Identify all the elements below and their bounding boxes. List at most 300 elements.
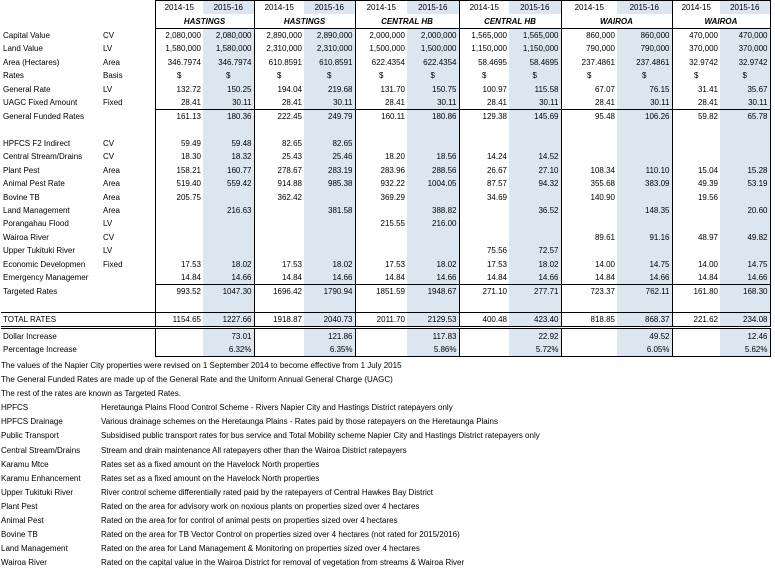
row-label: Central Stream/Drains [3, 152, 83, 162]
note-text: Rates set as a fixed amount on the Havelock North properties [101, 473, 320, 483]
table-cell: 370,000 [689, 44, 718, 54]
table-cell [203, 299, 254, 313]
table-cell: 131.70 [380, 84, 405, 94]
table-cell: 121.86 [304, 328, 355, 343]
table-cell [304, 244, 355, 257]
note-text: Heretaunga Plains Flood Control Scheme - Rivers Napier City and Hastings District ratepayers only [101, 403, 453, 413]
table-cell: 32.9742 [720, 56, 770, 69]
table-cell: 346.7974 [203, 56, 254, 69]
table-cell: 17.53 [155, 257, 203, 270]
table-cell [355, 343, 407, 357]
table-cell: 14.84 [155, 271, 203, 285]
row-label: Bovine TB [3, 192, 40, 202]
table-row [1, 257, 770, 270]
table-cell: 2,000,000 [369, 30, 405, 40]
table-cell [459, 217, 509, 230]
rates-table [1, 0, 771, 357]
table-cell: 1918.87 [254, 312, 304, 327]
table-cell: 28.41 [384, 97, 405, 107]
table-cell [617, 217, 672, 230]
table-cell: 32.9742 [689, 57, 718, 67]
table-cell: 1,565,000 [471, 30, 507, 40]
table-cell: 58.4695 [509, 56, 561, 69]
note-line [1, 415, 771, 429]
table-cell: $ [407, 69, 459, 82]
table-cell [672, 328, 720, 343]
table-cell [203, 190, 254, 203]
note-term: Plant Pest [1, 501, 38, 511]
group-header: WAIROA [561, 14, 672, 28]
table-cell: 30.11 [617, 96, 672, 110]
table-cell: 30.11 [720, 96, 770, 110]
table-cell: 108.34 [590, 165, 615, 175]
table-cell: 19.56 [697, 192, 718, 202]
note-term: Upper Tukituki River [1, 487, 74, 497]
table-cell: 30.11 [304, 96, 355, 110]
table-cell [355, 244, 407, 257]
table-cell [459, 328, 509, 343]
row-basis: Area [103, 179, 120, 189]
row-label: Land Value [3, 44, 43, 54]
year-header: 2014-15 [254, 1, 304, 15]
row-basis: LV [103, 84, 113, 94]
table-row [1, 137, 770, 150]
table-cell [407, 244, 459, 257]
table-cell [561, 217, 617, 230]
table-cell [720, 137, 770, 150]
row-basis: Area [103, 206, 120, 216]
note-term: Wairoa River [1, 558, 47, 568]
row-label: Land Management [3, 206, 70, 216]
table-cell [720, 217, 770, 230]
table-cell: 1,150,000 [471, 44, 507, 54]
table-cell: 106.26 [617, 110, 672, 124]
table-cell [459, 343, 509, 357]
table-cell: 622.4354 [407, 56, 459, 69]
table-cell [254, 217, 304, 230]
note-text: Rated on the capital value in the Wairoa District for removal of vegetation from streams & Wairoa River [101, 558, 465, 568]
table-row [1, 69, 770, 82]
group-header: CENTRAL HB [459, 14, 561, 28]
table-cell: $ [304, 69, 355, 82]
table-cell: 423.40 [509, 312, 561, 327]
table-cell: 158.21 [155, 164, 203, 177]
table-cell [672, 343, 720, 357]
group-header: HASTINGS [254, 14, 355, 28]
table-cell: 1,500,000 [407, 42, 459, 55]
table-cell: 1,580,000 [203, 42, 254, 55]
table-row [1, 110, 770, 124]
row-basis: Area [103, 57, 120, 67]
table-cell: 22.92 [509, 328, 561, 343]
table-cell: 1,580,000 [155, 42, 203, 55]
table-row [1, 96, 770, 110]
table-cell [155, 244, 203, 257]
table-cell: 14.84 [697, 273, 718, 282]
row-basis: Fixed [103, 259, 123, 269]
table-row [1, 217, 770, 230]
row-basis [101, 343, 155, 357]
table-cell: 75.56 [486, 246, 507, 256]
table-cell: 180.86 [407, 110, 459, 124]
table-row [1, 177, 770, 190]
year-header: 2014-15 [672, 1, 720, 15]
table-cell [304, 190, 355, 203]
note-text: The General Funded Rates are made up of the General Rate and the Uniform Annual General Charge (UAGC) [1, 375, 393, 385]
table-cell: 790,000 [586, 44, 615, 54]
note-line [1, 528, 771, 542]
year-header: 2015-16 [304, 1, 355, 15]
year-header: 2015-16 [617, 1, 672, 15]
note-line [1, 444, 771, 458]
table-cell: 219.68 [304, 82, 355, 95]
table-cell [459, 124, 509, 137]
table-cell: 48.97 [697, 232, 718, 242]
table-cell: 180.36 [203, 110, 254, 124]
table-cell [617, 244, 672, 257]
table-cell: 14.75 [617, 257, 672, 270]
table-cell: 82.65 [281, 139, 302, 149]
table-cell: 2,890,000 [266, 30, 302, 40]
table-cell: 25.46 [304, 150, 355, 163]
table-cell: 868.37 [617, 312, 672, 327]
table-cell: 87.57 [486, 179, 507, 189]
table-cell [561, 244, 617, 257]
table-cell [155, 343, 203, 357]
table-cell [509, 217, 561, 230]
group-header: CENTRAL HB [355, 14, 459, 28]
table-cell: 14.66 [407, 271, 459, 285]
table-cell [254, 343, 304, 357]
table-cell: 31.41 [697, 84, 718, 94]
table-cell: 28.41 [281, 97, 302, 107]
table-cell: 249.79 [304, 110, 355, 124]
table-cell: 622.4354 [371, 57, 405, 67]
note-text: Various drainage schemes on the Heretaunga Plains - Rates paid by those ratepayers on the Heretaunga Plains [101, 417, 498, 427]
table-cell [672, 150, 720, 163]
table-cell: 610.8591 [268, 57, 302, 67]
table-cell: 237.4861 [617, 56, 672, 69]
table-row [1, 271, 770, 285]
table-cell: 14.52 [509, 150, 561, 163]
note-term: Central Stream/Drains [1, 445, 81, 455]
table-cell: 160.11 [355, 110, 407, 124]
table-cell: 132.72 [155, 82, 203, 95]
table-cell: 14.84 [486, 273, 507, 282]
table-cell: 762.11 [617, 285, 672, 299]
table-cell: 216.63 [203, 204, 254, 217]
table-cell [672, 217, 720, 230]
table-cell [672, 137, 720, 150]
row-basis [101, 271, 155, 285]
table-cell [355, 299, 407, 313]
row-basis: LV [103, 246, 113, 256]
table-cell: 129.38 [459, 110, 509, 124]
table-cell: 161.13 [155, 110, 203, 124]
table-cell: 15.04 [697, 165, 718, 175]
table-cell: 723.37 [561, 285, 617, 299]
row-label [1, 299, 101, 313]
table-cell: 383.09 [617, 177, 672, 190]
table-cell: 5.86% [407, 343, 459, 357]
table-cell [355, 328, 407, 343]
note-line [1, 472, 771, 486]
note-line [1, 359, 771, 373]
note-line [1, 401, 771, 415]
row-label: Percentage Increase [3, 345, 77, 355]
table-cell [672, 299, 720, 313]
table-cell [720, 190, 770, 203]
table-cell: 17.53 [486, 259, 507, 269]
table-cell: 860,000 [617, 28, 672, 42]
table-cell: 370,000 [720, 42, 770, 55]
table-cell: 18.02 [304, 257, 355, 270]
group-header: HASTINGS [155, 14, 254, 28]
table-cell: 14.84 [281, 273, 302, 282]
table-cell [203, 217, 254, 230]
note-line [1, 500, 771, 514]
note-term: Karamu Enhancement [1, 473, 81, 483]
year-header: 2014-15 [155, 1, 203, 15]
table-cell [407, 137, 459, 150]
year-header: 2014-15 [355, 1, 407, 15]
table-body [1, 28, 770, 356]
table-cell: 17.53 [281, 259, 302, 269]
table-cell: $ [617, 69, 672, 82]
table-cell: $ [379, 71, 384, 81]
note-line [1, 373, 771, 387]
table-cell: 470,000 [689, 30, 718, 40]
row-label: Porangahau Flood [3, 219, 69, 229]
table-cell: $ [277, 71, 282, 81]
note-term: Bovine TB [1, 530, 38, 540]
table-cell [304, 231, 355, 244]
table-cell [203, 124, 254, 137]
table-cell [203, 244, 254, 257]
table-cell: 194.04 [277, 84, 302, 94]
table-cell: 362.42 [277, 192, 302, 202]
table-cell [254, 299, 304, 313]
table-cell: 14.00 [697, 259, 718, 269]
table-cell: 1004.05 [407, 177, 459, 190]
table-row [1, 190, 770, 203]
table-cell [561, 328, 617, 343]
table-cell: 1227.66 [203, 312, 254, 327]
table-cell: 381.58 [304, 204, 355, 217]
table-cell: 30.11 [407, 96, 459, 110]
note-term: Animal Pest [1, 516, 44, 526]
row-label: Animal Pest Rate [3, 179, 65, 189]
table-cell: 140.90 [590, 192, 615, 202]
table-cell: 150.25 [203, 82, 254, 95]
table-cell: 14.66 [720, 271, 770, 285]
table-cell [617, 150, 672, 163]
table-cell: 221.62 [672, 312, 720, 327]
table-cell: 15.28 [720, 164, 770, 177]
note-line [1, 387, 771, 401]
table-row [1, 231, 770, 244]
table-cell: 34.69 [486, 192, 507, 202]
table-cell: 100.97 [482, 84, 507, 94]
table-cell: 2040.73 [304, 312, 355, 327]
table-cell [304, 299, 355, 313]
table-cell [459, 299, 509, 313]
group-header-row [1, 14, 770, 28]
table-cell: 1790.94 [304, 285, 355, 299]
table-cell: 2,310,000 [304, 42, 355, 55]
table-cell: 82.65 [304, 137, 355, 150]
table-row [1, 328, 770, 343]
table-cell: 117.83 [407, 328, 459, 343]
row-label: HPFCS F2 Indirect [3, 139, 71, 149]
row-label: Rates [3, 71, 24, 81]
table-cell: 20.60 [720, 204, 770, 217]
table-cell: 35.67 [720, 82, 770, 95]
row-label: Capital Value [3, 30, 50, 40]
table-cell [617, 190, 672, 203]
note-text: Stream and drain maintenance All ratepayers other than the Wairoa District ratepayers [101, 445, 407, 455]
table-cell: 14.75 [720, 257, 770, 270]
table-cell [509, 137, 561, 150]
table-cell: 12.46 [720, 328, 770, 343]
table-row [1, 42, 770, 55]
year-header: 2015-16 [720, 1, 770, 15]
table-cell: 2,080,000 [203, 28, 254, 42]
row-basis [101, 312, 155, 327]
table-cell [155, 124, 203, 137]
note-line [1, 429, 771, 443]
table-cell: 346.7974 [155, 56, 203, 69]
row-basis: CV [103, 30, 115, 40]
table-cell: 818.85 [561, 312, 617, 327]
table-cell: 18.02 [509, 257, 561, 270]
table-cell: 2,000,000 [407, 28, 459, 42]
table-cell [561, 204, 617, 217]
table-cell [355, 204, 407, 217]
row-basis: CV [103, 139, 115, 149]
table-cell [203, 231, 254, 244]
row-label: Targeted Rates [3, 287, 58, 297]
table-cell: 283.19 [304, 164, 355, 177]
table-cell: 559.42 [203, 177, 254, 190]
table-cell [155, 217, 203, 230]
table-cell: 271.10 [459, 285, 509, 299]
table-cell: 216.00 [407, 217, 459, 230]
table-cell: 1047.30 [203, 285, 254, 299]
year-header-row [1, 1, 770, 15]
table-cell: 72.57 [509, 244, 561, 257]
table-cell [561, 299, 617, 313]
table-cell: 49.52 [617, 328, 672, 343]
table-cell: 91.16 [617, 231, 672, 244]
table-cell: 36.52 [509, 204, 561, 217]
table-cell: 470,000 [720, 28, 770, 42]
table-cell: 6.35% [304, 343, 355, 357]
table-cell: $ [509, 69, 561, 82]
table-row [1, 285, 770, 299]
table-cell [509, 231, 561, 244]
table-cell: 30.11 [203, 96, 254, 110]
year-header: 2015-16 [407, 1, 459, 15]
table-cell: 27.10 [509, 164, 561, 177]
table-cell: 73.01 [203, 328, 254, 343]
table-cell: $ [587, 71, 592, 81]
note-line [1, 542, 771, 556]
table-cell [617, 124, 672, 137]
table-cell: 1,565,000 [509, 28, 561, 42]
note-line [1, 458, 771, 472]
table-cell: 65.78 [720, 110, 770, 124]
note-text: Rated on the area for for control of animal pests on properties sized over 4 hectares [101, 516, 398, 526]
table-cell: 610.8591 [304, 56, 355, 69]
table-cell: 400.48 [459, 312, 509, 327]
table-cell: 1696.42 [254, 285, 304, 299]
table-cell: 17.53 [384, 259, 405, 269]
table-cell [561, 343, 617, 357]
table-row [1, 312, 770, 327]
table-cell: 14.66 [203, 271, 254, 285]
table-cell: 67.07 [594, 84, 615, 94]
table-row [1, 28, 770, 42]
row-basis: LV [103, 219, 113, 229]
table-cell: $ [482, 71, 487, 81]
table-row [1, 204, 770, 217]
table-cell: 14.66 [304, 271, 355, 285]
table-cell: 277.71 [509, 285, 561, 299]
table-cell: 49.39 [697, 179, 718, 189]
table-cell: 993.52 [155, 285, 203, 299]
table-cell: 288.56 [407, 164, 459, 177]
row-basis [101, 285, 155, 299]
row-label: Emergency Managemer [3, 273, 89, 283]
table-cell: 28.41 [594, 97, 615, 107]
row-label: UAGC Fixed Amount [3, 98, 78, 108]
table-cell: 58.4695 [478, 57, 507, 67]
table-cell: $ [203, 69, 254, 82]
table-cell: 985.38 [304, 177, 355, 190]
table-row [1, 82, 770, 95]
table-cell [355, 231, 407, 244]
row-basis: Fixed [103, 98, 123, 108]
table-cell: 5.62% [720, 343, 770, 357]
table-cell: 161.80 [672, 285, 720, 299]
table-cell [254, 204, 304, 217]
note-text: Rated on the area for advisory work on noxious plants on properties sized over 4 hectares [101, 501, 420, 511]
table-cell: 49.82 [720, 231, 770, 244]
note-term: HPFCS Drainage [1, 417, 63, 427]
table-cell [355, 124, 407, 137]
table-cell: 59.82 [672, 110, 720, 124]
note-line [1, 514, 771, 528]
table-row [1, 343, 770, 357]
table-cell: 94.32 [509, 177, 561, 190]
table-cell: 1154.65 [155, 312, 203, 327]
table-row [1, 244, 770, 257]
table-cell: 5.72% [509, 343, 561, 357]
table-cell: 914.88 [277, 179, 302, 189]
table-cell [355, 137, 407, 150]
row-basis: Area [103, 165, 120, 175]
notes-section [1, 359, 771, 570]
table-cell [459, 231, 509, 244]
table-cell [720, 299, 770, 313]
year-header: 2015-16 [203, 1, 254, 15]
table-cell [407, 124, 459, 137]
table-cell [407, 190, 459, 203]
row-basis: CV [103, 232, 115, 242]
row-basis [101, 110, 155, 124]
table-cell: 2129.53 [407, 312, 459, 327]
